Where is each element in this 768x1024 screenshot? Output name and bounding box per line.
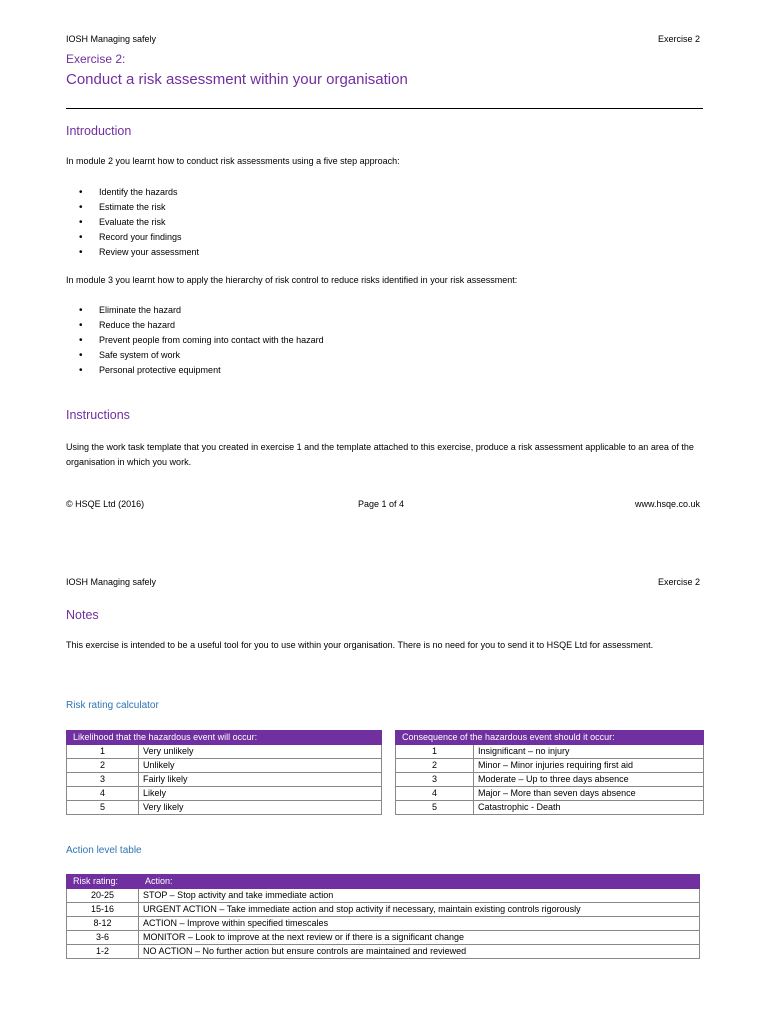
- intro-paragraph-2: In module 3 you learnt how to apply the hierarchy of risk control to reduce risks identified in your risk assessment:: [66, 275, 518, 285]
- footer-copyright: © HSQE Ltd (2016): [66, 499, 145, 509]
- running-header-left: IOSH Managing safely: [66, 34, 157, 44]
- table-row: 3 Moderate – Up to three days absence: [396, 773, 704, 787]
- table-row: 3-6 MONITOR – Look to improve at the next review or if there is a significant change: [67, 931, 700, 945]
- intro-paragraph-1: In module 2 you learnt how to conduct risk assessments using a five step approach:: [66, 156, 400, 166]
- list-item: • Estimate the risk: [66, 200, 199, 215]
- notes-text: This exercise is intended to be a useful tool for you to use within your organisation. There is no need for you to send it to HSQE Ltd for assessment.: [66, 640, 654, 650]
- page-2: [0, 540, 768, 1024]
- five-steps-list: [66, 185, 199, 260]
- consequence-table: [395, 730, 704, 815]
- page-title: Conduct a risk assessment within your organisation: [66, 71, 408, 88]
- risk-rating-column-header: Risk rating:: [67, 875, 139, 889]
- list-item: • Prevent people from coming into contact with the hazard: [66, 333, 324, 348]
- footer-page-number: Page 1 of 4: [358, 499, 405, 509]
- consequence-table-header: Consequence of the hazardous event should it occur:: [396, 731, 704, 745]
- running-header-right: Exercise 2: [657, 577, 700, 587]
- table-row: 1 Insignificant – no injury: [396, 745, 704, 759]
- instructions-text: Using the work task template that you created in exercise 1 and the template attached to this exercise, produce a risk assessment applicable to an area of the organisation in which you work.: [66, 442, 694, 467]
- table-row: 2 Unlikely: [67, 759, 382, 773]
- exercise-label: Exercise 2:: [66, 52, 126, 66]
- list-item: • Safe system of work: [66, 348, 324, 363]
- title-divider: [66, 108, 703, 109]
- table-row: 8-12 ACTION – Improve within specified timescales: [67, 917, 700, 931]
- table-row: 5 Catastrophic - Death: [396, 801, 704, 815]
- table-row: 3 Fairly likely: [67, 773, 382, 787]
- list-item: • Identify the hazards: [66, 185, 199, 200]
- likelihood-table: [66, 730, 382, 815]
- table-row: 20-25 STOP – Stop activity and take immediate action: [67, 889, 700, 903]
- table-row: 1-2 NO ACTION – No further action but ensure controls are maintained and reviewed: [67, 945, 700, 959]
- running-header-right: Exercise 2: [657, 34, 700, 44]
- action-column-header: Action:: [139, 875, 700, 889]
- table-row: 1 Very unlikely: [67, 745, 382, 759]
- likelihood-table-header: Likelihood that the hazardous event will occur:: [67, 731, 382, 745]
- list-item: • Reduce the hazard: [66, 318, 324, 333]
- table-row: 4 Likely: [67, 787, 382, 801]
- action-level-heading: Action level table: [66, 845, 142, 856]
- risk-calculator-heading: Risk rating calculator: [66, 700, 159, 711]
- table-row: 4 Major – More than seven days absence: [396, 787, 704, 801]
- table-row: 2 Minor – Minor injuries requiring first aid: [396, 759, 704, 773]
- hierarchy-list: [66, 303, 324, 378]
- list-item: • Record your findings: [66, 230, 199, 245]
- list-item: • Personal protective equipment: [66, 363, 324, 378]
- table-row: 5 Very likely: [67, 801, 382, 815]
- table-row: 15-16 URGENT ACTION – Take immediate action and stop activity if necessary, maintain existing controls rigorously: [67, 903, 700, 917]
- footer-website: www.hsqe.co.uk: [634, 499, 700, 509]
- list-item: • Eliminate the hazard: [66, 303, 324, 318]
- list-item: • Review your assessment: [66, 245, 199, 260]
- running-header-left: IOSH Managing safely: [66, 577, 157, 587]
- action-level-table: [66, 874, 700, 959]
- notes-heading: Notes: [66, 608, 99, 622]
- list-item: • Evaluate the risk: [66, 215, 199, 230]
- instructions-heading: Instructions: [66, 408, 130, 422]
- introduction-heading: Introduction: [66, 124, 132, 138]
